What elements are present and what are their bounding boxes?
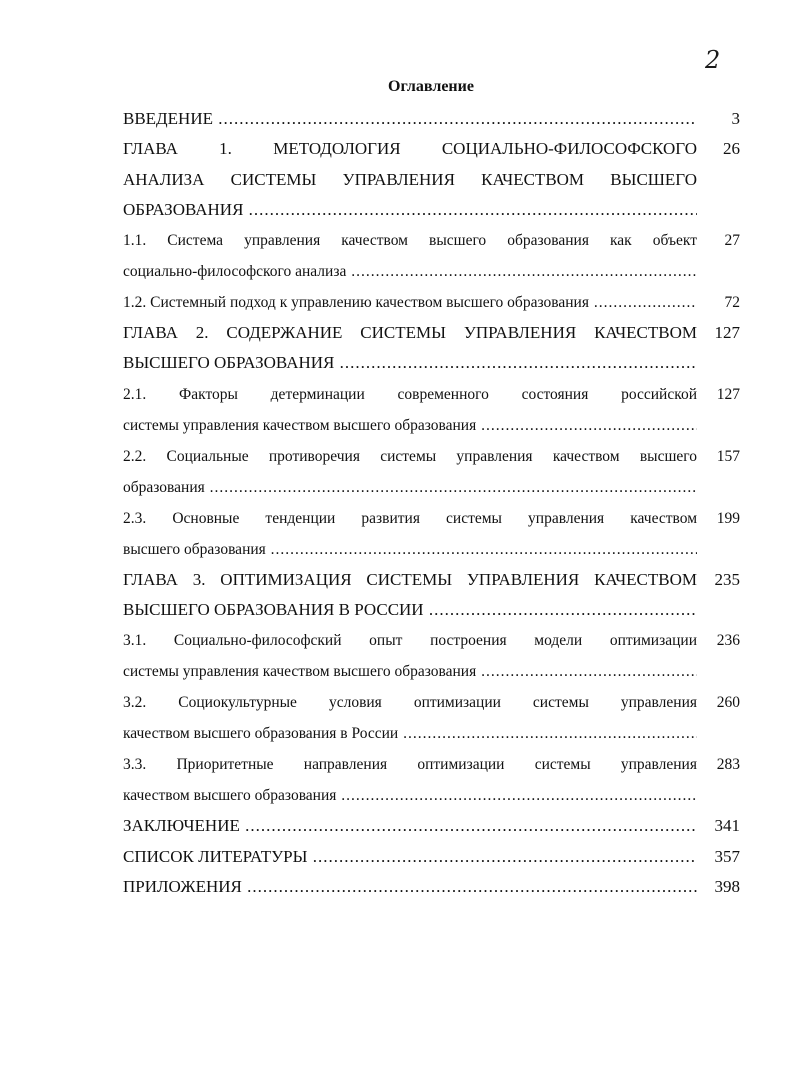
toc-entry: [123, 379, 740, 441]
toc-entry-title: [123, 318, 697, 379]
toc-entry-line: 2.1. Факторы детерминации современного состояния российской: [123, 385, 697, 403]
toc-entry-page: 235: [714, 569, 740, 589]
toc-entry-title: [123, 104, 697, 134]
toc-entry-line: 3.2. Социокультурные условия оптимизации системы управления: [123, 694, 697, 712]
toc-entry-title: [123, 687, 697, 749]
toc-entry-line: высшего образования .....: [123, 534, 697, 565]
toc-entry-page: 127: [716, 385, 740, 403]
toc-entry-line: системы управления качеством высшего образования .....: [123, 410, 697, 441]
toc-entry-line: образования .....: [123, 472, 697, 503]
toc-entry-line: ГЛАВА 3. ОПТИМИЗАЦИЯ СИСТЕМЫ УПРАВЛЕНИЯ КАЧЕСТВОМ: [123, 569, 697, 589]
toc-entry-title: [123, 379, 697, 441]
toc-entry: [123, 104, 740, 134]
toc-entry-line: ВЫСШЕГО ОБРАЗОВАНИЯ В РОССИИ .....: [123, 595, 697, 625]
toc-entry-page: 3: [731, 109, 740, 128]
toc-entry: [123, 441, 740, 503]
toc-entry-page: 199: [716, 509, 740, 527]
toc-entry-line: АНАЛИЗА СИСТЕМЫ УПРАВЛЕНИЯ КАЧЕСТВОМ ВЫСШЕГО: [123, 169, 697, 189]
toc-entry-title: [123, 749, 697, 811]
toc-entry-line: СПИСОК ЛИТЕРАТУРЫ .....: [123, 842, 697, 872]
toc-entry: [123, 565, 740, 626]
page-title: Оглавление: [388, 78, 474, 95]
toc-entry: [123, 287, 740, 318]
toc-entry: [123, 503, 740, 565]
toc-entry-title: [123, 811, 697, 841]
toc-entry-line: ГЛАВА 1. МЕТОДОЛОГИЯ СОЦИАЛЬНО-ФИЛОСОФСКОГО: [123, 139, 697, 159]
toc-entry: [123, 225, 740, 287]
toc-entry-title: [123, 287, 697, 318]
toc-entry-page: 26: [723, 139, 740, 159]
toc-entry: [123, 687, 740, 749]
toc-entry-line: 1.1. Система управления качеством высшего образования как объект: [123, 232, 697, 250]
toc-entry-line: 2.2. Социальные противоречия системы управления качеством высшего: [123, 447, 697, 465]
toc-entry-line: ОБРАЗОВАНИЯ .....: [123, 195, 697, 225]
toc-entry-page: 341: [714, 816, 740, 836]
toc-entry-title: [123, 842, 697, 872]
toc-entry-line: ВЫСШЕГО ОБРАЗОВАНИЯ .....: [123, 348, 697, 378]
toc-entry-page: 72: [724, 294, 740, 312]
toc-entry-line: системы управления качеством высшего образования .....: [123, 656, 697, 687]
toc-entry: [123, 749, 740, 811]
toc-entry-line: ГЛАВА 2. СОДЕРЖАНИЕ СИСТЕМЫ УПРАВЛЕНИЯ КАЧЕСТВОМ: [123, 323, 697, 343]
toc-entry-line: качеством высшего образования .....: [123, 780, 697, 811]
toc-entry-line: 1.2. Системный подход к управлению качеством высшего образования .....: [123, 287, 697, 318]
toc-entry-page: 398: [714, 876, 740, 896]
toc-entry-page: 157: [716, 447, 740, 465]
toc-entry-page: 236: [716, 632, 740, 650]
toc-entry: [123, 625, 740, 687]
toc-entry-line: качеством высшего образования в России .....: [123, 718, 697, 749]
toc-entry-line: 2.3. Основные тенденции развития системы управления качеством: [123, 509, 697, 527]
table-of-contents: [123, 104, 740, 902]
toc-entry-line: 3.3. Приоритетные направления оптимизации системы управления: [123, 756, 697, 774]
toc-entry-title: [123, 625, 697, 687]
toc-entry: [123, 318, 740, 379]
toc-entry-title: [123, 134, 697, 225]
toc-entry: [123, 134, 740, 225]
handwritten-page-number: 2: [705, 46, 721, 74]
toc-entry-line: ВВЕДЕНИЕ .....: [123, 104, 697, 134]
toc-entry-line: социально-философского анализа .....: [123, 256, 697, 287]
toc-entry: [123, 842, 740, 872]
toc-entry-line: ПРИЛОЖЕНИЯ .....: [123, 872, 697, 902]
toc-entry-title: [123, 872, 697, 902]
toc-entry-page: 127: [714, 323, 740, 343]
toc-entry-line: ЗАКЛЮЧЕНИЕ .....: [123, 811, 697, 841]
toc-entry-page: 260: [716, 694, 740, 712]
toc-entry-title: [123, 441, 697, 503]
toc-entry-title: [123, 565, 697, 626]
toc-entry-title: [123, 503, 697, 565]
toc-entry: [123, 872, 740, 902]
toc-entry-title: [123, 225, 697, 287]
toc-entry: [123, 811, 740, 841]
toc-entry-page: 283: [716, 756, 740, 774]
toc-entry-line: 3.1. Социально-философский опыт построения модели оптимизации: [123, 632, 697, 650]
toc-entry-page: 27: [724, 232, 740, 250]
toc-entry-page: 357: [714, 846, 740, 866]
